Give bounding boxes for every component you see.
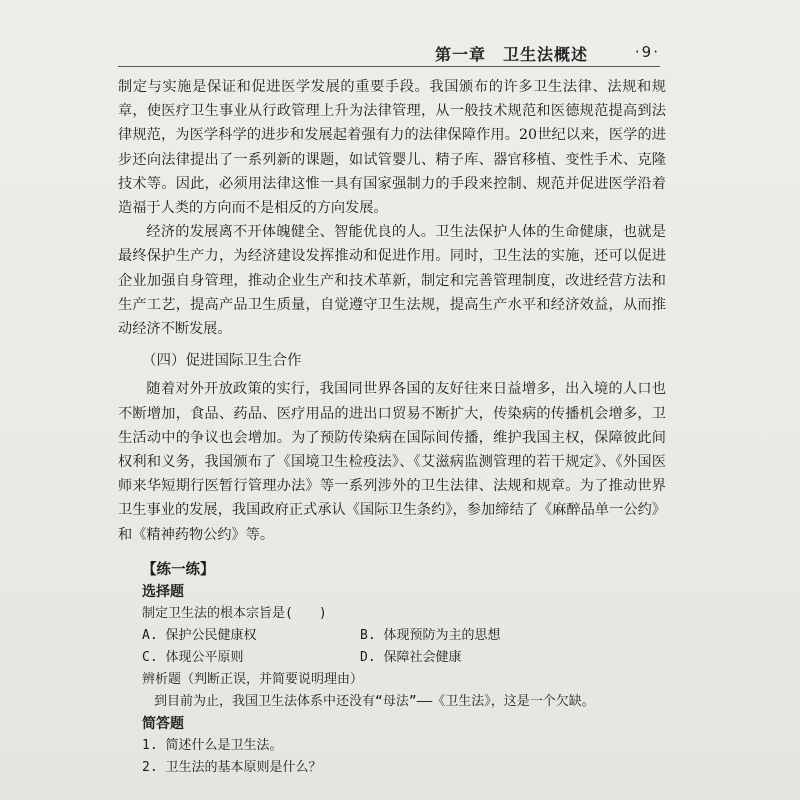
option-b: B. 体现预防为主的思想 [360,627,501,643]
short-answer-heading: 简答题 [142,715,184,732]
short-question: 1. 简述什么是卫生法。 [142,737,283,753]
judge-heading: 辨析题（判断正误，并简要说明理由） [142,671,364,687]
option-d: D. 保障社会健康 [360,649,462,665]
choice-heading: 选择题 [142,583,184,600]
options-row [118,647,666,669]
choice-question: 制定卫生法的根本宗旨是( ) [142,605,327,621]
judge-question: 到目前为止，我国卫生法体系中还没有“母法”——《卫生法》，这是一个欠缺。 [154,693,595,709]
short-question: 2. 卫生法的基本原则是什么？ [142,759,322,775]
section-heading: （四）促进国际卫生合作 [142,353,302,370]
paragraph: 随着对外开放政策的实行，我国同世界各国的友好往来日益增多，出入境的人口也不断增加，食品、药品、医疗用品的进出口贸易不断扩大，传染病的传播机会增多，卫生活动中的争议也会增加。为了预防传染病在国际间传播，维护我国主权，保障彼此间权利和义务，我国颁布了《国境卫生检疫法》、《艾滋病监测管理的若干规定》、《外国医师来华短期行医暂行管理办法》等一系列涉外的卫生法律、法规和规章。为了推动世界卫生事业的发展，我国政府正式承认《国际卫生条约》，参加缔结了《麻醉品单一公约》和《精神药物公约》等。 [118,381,666,543]
running-header [118,40,660,67]
page-body [118,75,666,779]
option-a: A. 保护公民健康权 [142,627,257,643]
exercise-title: 【练一练】 [142,561,215,578]
option-c: C. 体现公平原则 [142,649,244,665]
chapter-title: 第一章 卫生法概述 [434,45,588,64]
paragraph: 经济的发展离不开体魄健全、智能优良的人。卫生法保护人体的生命健康，也就是最终保护生产力，为经济建设发挥推动和促进作用。同时，卫生法的实施，还可以促进企业加强自身管理，推动企业生产和技术革新，制定和完善管理制度，改进经营方法和生产工艺，提高产品卫生质量，自觉遵守卫生法规，提高生产水平和经济效益，从而推动经济不断发展。 [118,224,666,338]
paragraph: 制定与实施是保证和促进医学发展的重要手段。我国颁布的许多卫生法律、法规和规章，使医疗卫生事业从行政管理上升为法律管理，从一般技术规范和医德规范提高到法律规范，为医学科学的进步和发展起着强有力的法律保障作用。20世纪以来，医学的进步还向法律提出了一系列新的课题，如试管婴儿、精子库、器官移植、变性手术、克隆技术等。因此，必须用法律这惟一具有国家强制力的手段来控制、规范并促进医学沿着造福于人类的方向而不是相反的方向发展。 [118,79,666,217]
page-number: ·9· [634,43,660,61]
options-row [118,625,666,647]
